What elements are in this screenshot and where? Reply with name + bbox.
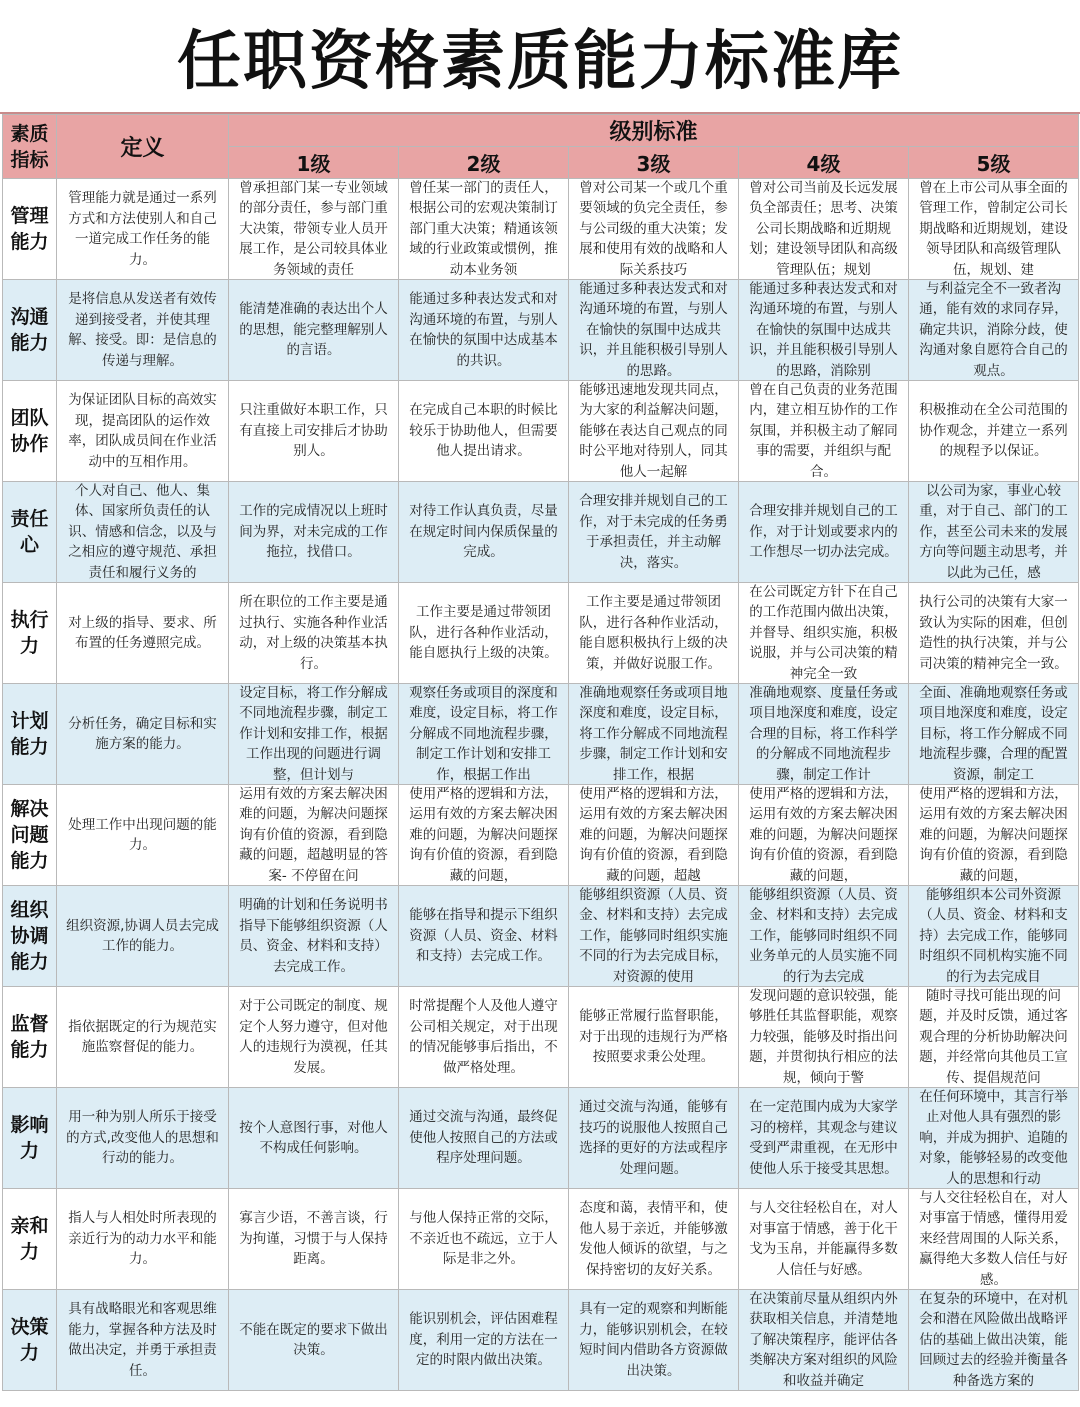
level-text: 在一定范围内成为大家学习的榜样，其观念与建议受到严肃重视，在无形中使他人乐于接受其思想。 bbox=[749, 1099, 898, 1177]
ability-name: 责任 心 bbox=[3, 482, 57, 583]
level-text: 通过交流与沟通，能够有技巧的说服他人按照自己选择的更好的方法或程序处理问题。 bbox=[579, 1099, 728, 1177]
level-text: 只注重做好本职工作，只有直接上司安排后才协助别人。 bbox=[239, 402, 388, 460]
definition-text: 处理工作中出现问题的能力。 bbox=[68, 816, 217, 853]
definition-text: 对上级的指导、要求、所布置的任务遵照完成。 bbox=[68, 614, 217, 651]
level-1-cell bbox=[229, 381, 399, 482]
ability-name: 监督 能力 bbox=[3, 987, 57, 1088]
level-4-cell bbox=[739, 583, 909, 684]
level-text: 能识别机会，评估困难程度，利用一定的方法在一定的时限内做出决策。 bbox=[409, 1311, 558, 1369]
level-text: 积极推动在全公司范围的协作观念，并建立一系列的规程予以保证。 bbox=[919, 402, 1068, 460]
level-5-cell bbox=[909, 179, 1079, 280]
definition-cell bbox=[57, 583, 229, 684]
level-1-cell bbox=[229, 987, 399, 1088]
definition-text: 分析任务，确定目标和实施方案的能力。 bbox=[68, 715, 217, 752]
level-text: 态度和蔼，表情平和，使他人易于亲近，并能够激发他人倾诉的欲望，与之保持密切的友好关系。 bbox=[579, 1200, 728, 1278]
level-5-cell bbox=[909, 381, 1079, 482]
table-row bbox=[3, 684, 1079, 785]
header-level-5: 5级 bbox=[909, 147, 1079, 179]
level-text: 能够组织资源（人员、资金、材料和支持）去完成工作，能够同时组织不同业务单元的人员实施不同的行为去完成 bbox=[749, 886, 898, 985]
level-text: 在完成自己本职的时候比较乐于协助他人，但需要他人提出请求。 bbox=[409, 402, 558, 460]
table-row bbox=[3, 381, 1079, 482]
level-text: 在决策前尽量从组织内外获取相关信息，并清楚地了解决策程序，能评估各类解决方案对组织的风险和收益并确定 bbox=[749, 1290, 898, 1389]
ability-name: 计划 能力 bbox=[3, 684, 57, 785]
level-text: 随时寻找可能出现的问题，并及时反馈，通过客观合理的分析协助解决问题，并经常向其他员工宣传、提倡规范问 bbox=[919, 987, 1068, 1086]
level-text: 合理安排并规划自己的工作，对于计划或要求内的工作想尽一切办法完成。 bbox=[749, 503, 898, 561]
level-2-cell bbox=[399, 785, 569, 886]
level-3-cell bbox=[569, 1290, 739, 1391]
level-3-cell bbox=[569, 987, 739, 1088]
level-3-cell bbox=[569, 886, 739, 987]
level-text: 在任何环境中，其言行举止对他人具有强烈的影响，并成为拥护、追随的对象，能够轻易的改变他人的思想和行动 bbox=[919, 1088, 1068, 1187]
level-text: 曾在自己负责的业务范围内，建立相互协作的工作氛围，并积极主动了解同事的需要，并组织与配合。 bbox=[749, 381, 898, 480]
level-text: 曾对公司某一个或几个重要领域的负完全责任，参与公司级的重大决策；发展和使用有效的战略和人际关系技巧 bbox=[579, 179, 728, 278]
level-1-cell bbox=[229, 482, 399, 583]
table-row bbox=[3, 785, 1079, 886]
level-text: 使用严格的逻辑和方法，运用有效的方案去解决困难的问题，为解决问题探询有价值的资源，看到隐藏的问题， bbox=[409, 785, 558, 884]
ability-name: 决策 力 bbox=[3, 1290, 57, 1391]
level-2-cell bbox=[399, 1088, 569, 1189]
level-4-cell bbox=[739, 1189, 909, 1290]
level-4-cell bbox=[739, 179, 909, 280]
definition-cell bbox=[57, 684, 229, 785]
definition-text: 个人对自己、他人、集体、国家所负责任的认识、情感和信念，以及与之相应的遵守规范、承担责任和履行义务的 bbox=[68, 482, 217, 581]
level-3-cell bbox=[569, 1189, 739, 1290]
level-3-cell bbox=[569, 1088, 739, 1189]
level-2-cell bbox=[399, 684, 569, 785]
level-text: 能够正常履行监督职能，对于出现的违规行为严格按照要求秉公处理。 bbox=[579, 1008, 728, 1066]
level-text: 能通过多种表达发式和对沟通环境的布置，与别人在愉快的氛围中达成共识，并且能积极引导别人的思路。 bbox=[579, 280, 728, 379]
level-text: 能够在指导和提示下组织资源（人员、资金、材料和支持）去完成工作。 bbox=[409, 907, 558, 965]
level-text: 使用严格的逻辑和方法，运用有效的方案去解决困难的问题，为解决问题探询有价值的资源，看到隐藏的问题，超越 bbox=[579, 785, 728, 884]
level-text: 发现问题的意识较强，能够胜任其监督职能，观察力较强，能够及时指出问题，并贯彻执行相应的法规，倾向于警 bbox=[749, 987, 898, 1086]
ability-name: 影响 力 bbox=[3, 1088, 57, 1189]
level-text: 明确的计划和任务说明书指导下能够组织资源（人员、资金、材料和支持）去完成工作。 bbox=[239, 897, 388, 975]
header-definition: 定义 bbox=[57, 115, 229, 179]
ability-name: 团队 协作 bbox=[3, 381, 57, 482]
level-text: 观察任务或项目的深度和难度，设定目标，将工作分解成不同地流程步骤，制定工作计划和安排工作，根据工作出 bbox=[409, 684, 558, 783]
level-2-cell bbox=[399, 482, 569, 583]
level-text: 对于公司既定的制度、规定个人努力遵守，但对他人的违规行为漠视，任其发展。 bbox=[239, 998, 388, 1076]
level-1-cell bbox=[229, 1290, 399, 1391]
level-text: 能通过多种表达发式和对沟通环境的布置，与别人在愉快的氛围中达成基本的共识。 bbox=[409, 291, 558, 369]
competency-table bbox=[2, 114, 1079, 1391]
definition-text: 组织资源,协调人员去完成工作的能力。 bbox=[66, 917, 219, 954]
level-3-cell bbox=[569, 684, 739, 785]
level-text: 寡言少语，不善言谈，行为拘谨，习惯于与人保持距离。 bbox=[239, 1210, 388, 1268]
level-1-cell bbox=[229, 1189, 399, 1290]
level-text: 与他人保持正常的交际，不亲近也不疏远，立于人际是非之外。 bbox=[409, 1210, 558, 1268]
table-row bbox=[3, 886, 1079, 987]
table-row bbox=[3, 1189, 1079, 1290]
table-row bbox=[3, 482, 1079, 583]
level-text: 曾在上市公司从事全面的管理工作，曾制定公司长期战略和近期规划，建设领导团队和高级管理队伍，规划、建 bbox=[919, 179, 1068, 278]
level-2-cell bbox=[399, 583, 569, 684]
definition-cell bbox=[57, 987, 229, 1088]
level-text: 设定目标，将工作分解成不同地流程步骤，制定工作计划和安排工作，根据工作出现的问题进行调整，但计划与 bbox=[239, 684, 388, 783]
level-4-cell bbox=[739, 785, 909, 886]
definition-cell bbox=[57, 482, 229, 583]
level-text: 准确地观察任务或项目地深度和难度，设定目标，将工作分解成不同地流程步骤，制定工作计划和安排工作，根据 bbox=[579, 684, 728, 783]
level-text: 使用严格的逻辑和方法，运用有效的方案去解决困难的问题，为解决问题探询有价值的资源，看到隐藏的问题， bbox=[919, 785, 1068, 884]
level-text: 不能在既定的要求下做出决策。 bbox=[239, 1321, 388, 1358]
page-title: 任职资格素质能力标准库 bbox=[177, 25, 903, 99]
level-5-cell bbox=[909, 482, 1079, 583]
header-level-1: 1级 bbox=[229, 147, 399, 179]
level-text: 曾承担部门某一专业领域的部分责任，参与部门重大决策，带领专业人员开展工作，是公司较具体业务领域的责任 bbox=[239, 179, 388, 278]
header-levels: 级别标准 bbox=[229, 115, 1079, 147]
level-4-cell bbox=[739, 684, 909, 785]
level-text: 所在职位的工作主要是通过执行、实施各种作业活动，对上级的决策基本执行。 bbox=[239, 594, 388, 672]
table-row bbox=[3, 987, 1079, 1088]
level-text: 与人交往轻松自在，对人对事富于情感，善于化干戈为玉帛，并能赢得多数人信任与好感。 bbox=[749, 1200, 898, 1278]
definition-cell bbox=[57, 1290, 229, 1391]
definition-text: 管理能力就是通过一系列方式和方法使别人和自己一道完成工作任务的能力。 bbox=[68, 190, 217, 268]
ability-name: 解决 问题 能力 bbox=[3, 785, 57, 886]
definition-cell bbox=[57, 280, 229, 381]
level-text: 与人交往轻松自在，对人对事富于情感，懂得用爱来经营周围的人际关系，赢得绝大多数人信任与好感。 bbox=[919, 1189, 1068, 1288]
ability-name: 组织 协调 能力 bbox=[3, 886, 57, 987]
level-4-cell bbox=[739, 1290, 909, 1391]
level-text: 曾对公司当前及长远发展负全部责任；思考、决策公司长期战略和近期规划；建设领导团队和高级管理队伍；规划 bbox=[749, 179, 898, 278]
level-2-cell bbox=[399, 280, 569, 381]
level-text: 能清楚准确的表达出个人的思想，能完整理解别人的言语。 bbox=[239, 301, 388, 359]
level-text: 运用有效的方案去解决困难的问题，为解决问题探询有价值的资源，看到隐藏的问题，超越明显的答案- 不停留在问 bbox=[239, 785, 388, 884]
level-1-cell bbox=[229, 280, 399, 381]
level-5-cell bbox=[909, 886, 1079, 987]
level-4-cell bbox=[739, 482, 909, 583]
level-1-cell bbox=[229, 785, 399, 886]
level-text: 能够组织资源（人员、资金、材料和支持）去完成工作，能够同时组织实施不同的行为去完成目标，对资源的使用 bbox=[579, 886, 728, 985]
level-text: 对待工作认真负责，尽量在规定时间内保质保量的完成。 bbox=[409, 503, 558, 561]
level-4-cell bbox=[739, 280, 909, 381]
ability-name: 沟通 能力 bbox=[3, 280, 57, 381]
table-row bbox=[3, 280, 1079, 381]
header-level-4: 4级 bbox=[739, 147, 909, 179]
level-text: 执行公司的决策有大家一致认为实际的困难，但创造性的执行决策，并与公司决策的精神完全一致。 bbox=[919, 594, 1068, 672]
level-1-cell bbox=[229, 179, 399, 280]
level-text: 通过交流与沟通，最终促使他人按照自己的方法或程序处理问题。 bbox=[409, 1109, 558, 1167]
ability-name: 亲和 力 bbox=[3, 1189, 57, 1290]
level-5-cell bbox=[909, 583, 1079, 684]
level-3-cell bbox=[569, 482, 739, 583]
level-2-cell bbox=[399, 179, 569, 280]
level-text: 以公司为家，事业心较重，对于自己、部门的工作，甚至公司未来的发展方向等问题主动思考，并以此为己任，感 bbox=[919, 482, 1068, 581]
level-text: 与利益完全不一致者沟通，能有效的求同存异，确定共识，消除分歧，使沟通对象自愿符合自己的观点。 bbox=[919, 280, 1068, 379]
level-text: 能够迅速地发现共同点，为大家的利益解决问题，能够在表达自己观点的同时公平地对待别人，同其他人一起解 bbox=[579, 381, 728, 480]
definition-text: 具有战略眼光和客观思维能力，掌握各种方法及时做出决定，并勇于承担责任。 bbox=[68, 1301, 217, 1379]
level-text: 使用严格的逻辑和方法，运用有效的方案去解决困难的问题，为解决问题探询有价值的资源，看到隐藏的问题， bbox=[749, 785, 898, 884]
level-5-cell bbox=[909, 1290, 1079, 1391]
level-2-cell bbox=[399, 381, 569, 482]
level-2-cell bbox=[399, 886, 569, 987]
header-level-2: 2级 bbox=[399, 147, 569, 179]
table-body bbox=[3, 179, 1079, 1391]
level-text: 合理安排并规划自己的工作，对于未完成的任务勇于承担责任，并主动解决，落实。 bbox=[579, 493, 728, 571]
level-5-cell bbox=[909, 280, 1079, 381]
title-bar bbox=[0, 0, 1080, 114]
ability-name: 执行 力 bbox=[3, 583, 57, 684]
level-1-cell bbox=[229, 1088, 399, 1189]
ability-name: 管理 能力 bbox=[3, 179, 57, 280]
definition-text: 是将信息从发送者有效传递到接受者，并使其理解、接受。即：是信息的传递与理解。 bbox=[68, 291, 217, 369]
level-5-cell bbox=[909, 1189, 1079, 1290]
level-1-cell bbox=[229, 886, 399, 987]
level-text: 在公司既定方针下在自己的工作范围内做出决策，并督导、组织实施，积极说服，并与公司决策的精神完全一致 bbox=[749, 583, 898, 682]
definition-cell bbox=[57, 179, 229, 280]
level-text: 能够组织本公司外资源（人员、资金、材料和支持）去完成工作，能够同时组织不同机构实施不同的行为去完成目 bbox=[919, 886, 1068, 985]
definition-cell bbox=[57, 381, 229, 482]
level-text: 在复杂的环境中，在对机会和潜在风险做出战略评估的基础上做出决策，能回顾过去的经验并衡量各种备选方案的 bbox=[919, 1290, 1068, 1389]
level-5-cell bbox=[909, 785, 1079, 886]
definition-text: 指人与人相处时所表现的亲近行为的动力水平和能力。 bbox=[68, 1210, 217, 1268]
level-text: 工作主要是通过带领团队，进行各种作业活动，能自愿积极执行上级的决策，并做好说服工作。 bbox=[579, 594, 728, 672]
level-3-cell bbox=[569, 280, 739, 381]
table-row bbox=[3, 583, 1079, 684]
level-2-cell bbox=[399, 987, 569, 1088]
table-row bbox=[3, 179, 1079, 280]
level-3-cell bbox=[569, 785, 739, 886]
table-row bbox=[3, 1088, 1079, 1189]
level-text: 按个人意图行事，对他人不构成任何影响。 bbox=[239, 1119, 388, 1156]
definition-cell bbox=[57, 1088, 229, 1189]
level-text: 工作主要是通过带领团队，进行各种作业活动，能自愿执行上级的决策。 bbox=[409, 604, 558, 662]
level-text: 曾任某一部门的责任人，根据公司的宏观决策制订部门重大决策；精通该领域的行业政策或惯例，推动本业务领 bbox=[409, 179, 558, 278]
definition-cell bbox=[57, 886, 229, 987]
level-2-cell bbox=[399, 1189, 569, 1290]
level-4-cell bbox=[739, 1088, 909, 1189]
definition-text: 为保证团队目标的高效实现，提高团队的运作效率，团队成员间在作业活动中的互相作用。 bbox=[68, 392, 217, 470]
level-text: 准确地观察、度量任务或项目地深度和难度，设定合理的目标，将工作科学的分解成不同地流程步骤，制定工作计 bbox=[749, 684, 898, 783]
level-4-cell bbox=[739, 381, 909, 482]
level-text: 能通过多种表达发式和对沟通环境的布置，与别人在愉快的氛围中达成共识，并且能积极引导别人的思路，消除别 bbox=[749, 280, 898, 379]
level-4-cell bbox=[739, 987, 909, 1088]
table-row bbox=[3, 1290, 1079, 1391]
level-text: 工作的完成情况以上班时间为界，对未完成的工作拖拉，找借口。 bbox=[239, 503, 388, 561]
level-1-cell bbox=[229, 583, 399, 684]
definition-cell bbox=[57, 785, 229, 886]
header-ability: 素质 指标 bbox=[3, 115, 57, 179]
level-3-cell bbox=[569, 381, 739, 482]
level-text: 全面、准确地观察任务或项目地深度和难度，设定目标，将工作分解成不同地流程步骤，合理的配置资源，制定工 bbox=[919, 684, 1068, 783]
definition-text: 用一种为别人所乐于接受的方式,改变他人的思想和行动的能力。 bbox=[66, 1109, 219, 1167]
level-1-cell bbox=[229, 684, 399, 785]
level-text: 具有一定的观察和判断能力，能够识别机会，在较短时间内借助各方资源做出决策。 bbox=[579, 1301, 728, 1379]
level-text: 时常提醒个人及他人遵守公司相关规定，对于出现的情况能够事后指出，不做严格处理。 bbox=[409, 998, 558, 1076]
definition-cell bbox=[57, 1189, 229, 1290]
level-5-cell bbox=[909, 684, 1079, 785]
level-4-cell bbox=[739, 886, 909, 987]
level-5-cell bbox=[909, 1088, 1079, 1189]
level-3-cell bbox=[569, 179, 739, 280]
level-3-cell bbox=[569, 583, 739, 684]
level-5-cell bbox=[909, 987, 1079, 1088]
definition-text: 指依据既定的行为规范实施监察督促的能力。 bbox=[68, 1018, 217, 1055]
level-2-cell bbox=[399, 1290, 569, 1391]
header-level-3: 3级 bbox=[569, 147, 739, 179]
